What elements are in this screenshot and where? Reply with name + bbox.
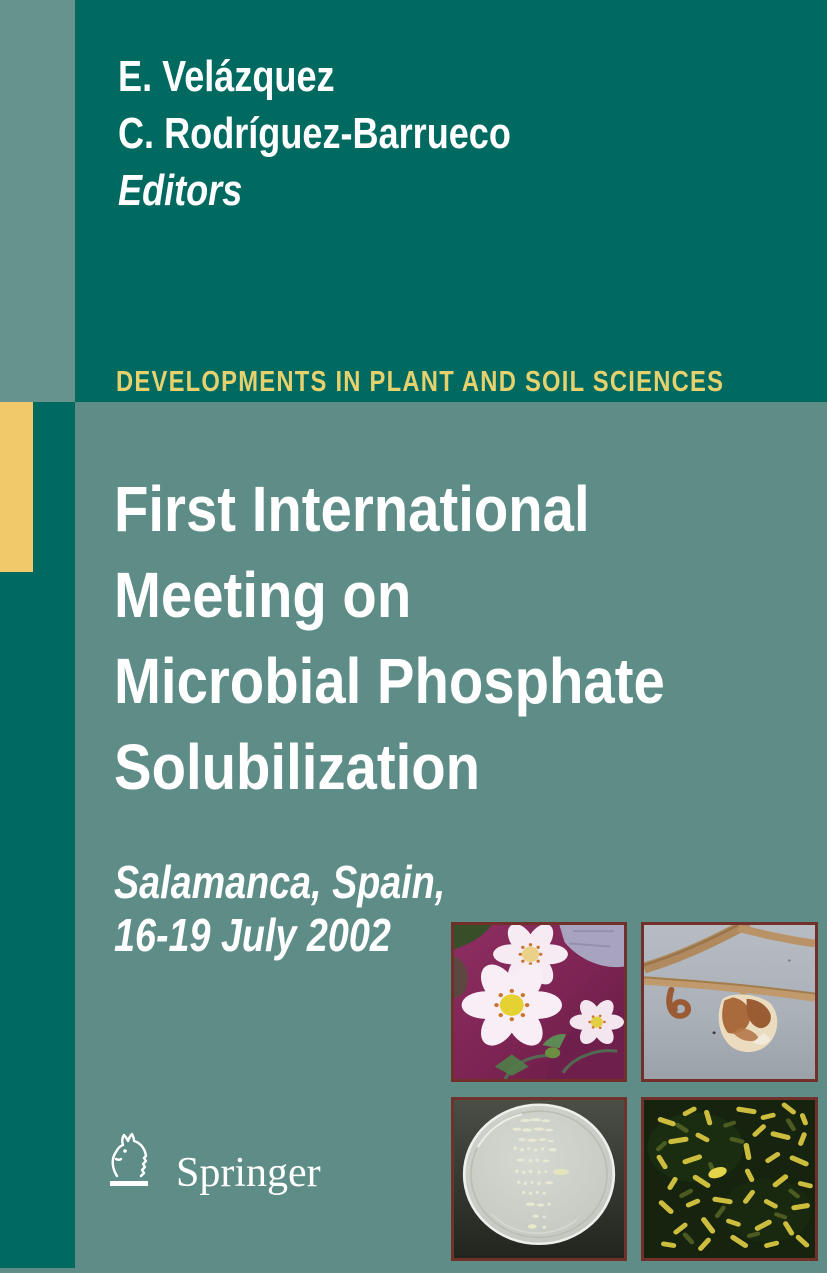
editors-block <box>118 48 511 219</box>
springer-horse-icon <box>106 1130 152 1190</box>
editor-name: C. Rodríguez-Barrueco <box>118 109 511 158</box>
bacteria-illustration <box>644 1100 815 1258</box>
title-line: Solubilization <box>114 731 481 803</box>
subtitle-line: Salamanca, Spain, <box>114 856 446 908</box>
root-illustration <box>644 925 815 1079</box>
editor-name: E. Velázquez <box>118 52 335 101</box>
petri-dish-colonies-photo <box>451 1097 627 1261</box>
book-title <box>114 466 665 810</box>
publisher-logo <box>106 1130 321 1196</box>
title-line: First International <box>114 473 590 545</box>
root-nodule-photo <box>641 922 818 1082</box>
title-line: Meeting on <box>114 559 412 631</box>
petri-dish-illustration <box>454 1100 624 1258</box>
editors-role-label: Editors <box>118 166 243 215</box>
book-subtitle <box>114 856 445 962</box>
title-line: Microbial Phosphate <box>114 645 665 717</box>
flowers-illustration <box>454 925 624 1079</box>
publisher-name: Springer <box>176 1150 321 1196</box>
subtitle-line: 16-19 July 2002 <box>114 909 391 961</box>
left-rail-dark-strip <box>33 402 75 1268</box>
left-rail-top <box>0 0 75 402</box>
accent-yellow-bar <box>0 402 33 572</box>
strawberry-flowers-photo <box>451 922 627 1082</box>
bacteria-micrograph-photo <box>641 1097 818 1261</box>
left-rail-dark-lower <box>0 572 33 1268</box>
series-title: DEVELOPMENTS IN PLANT AND SOIL SCIENCES <box>116 366 725 398</box>
